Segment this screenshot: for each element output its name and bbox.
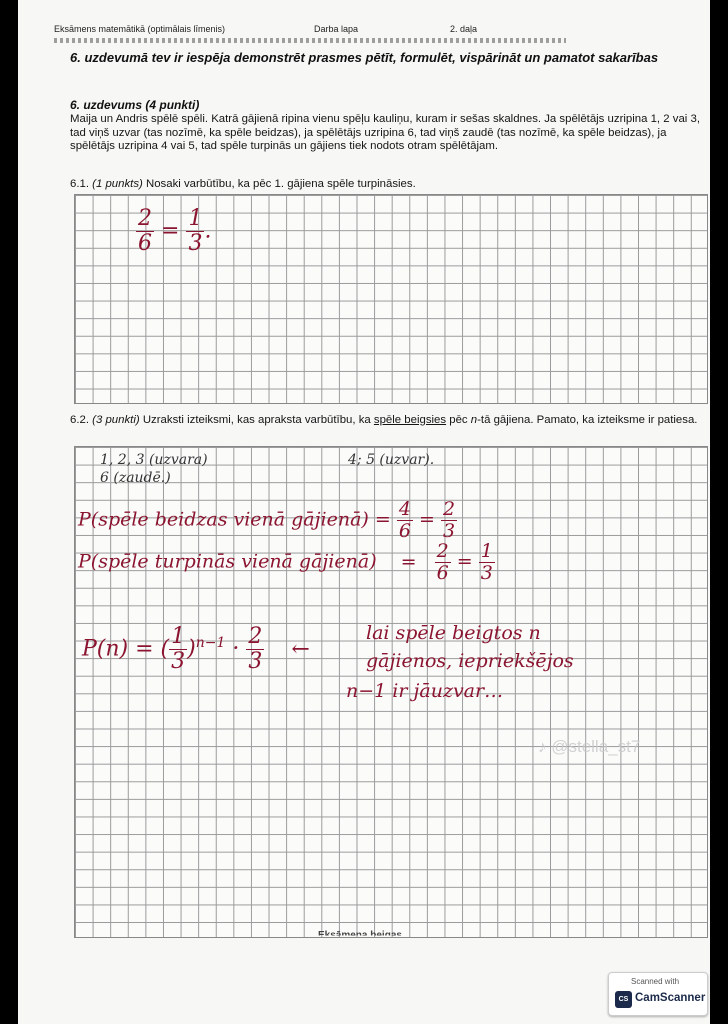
p2-text: P(spēle turpinās vienā gājienā) (78, 550, 377, 573)
badge-name: CamScanner (635, 992, 706, 1004)
camscanner-logo-icon: CS (615, 991, 632, 1008)
camscanner-badge (608, 972, 708, 1016)
p2-result: $\frac{1}{3}$ (480, 540, 493, 584)
p1-fraction: $\frac{4}{6}$ (398, 498, 411, 542)
a1-result: $\frac{1}{3}$ (188, 206, 203, 256)
f-base: $\frac{1}{3}$ (171, 624, 186, 674)
q2-number: 6.2. (70, 414, 89, 426)
header-rule (54, 38, 566, 43)
header-part: 2. daļa (450, 24, 478, 34)
a1-equals: = (161, 218, 180, 244)
note-line-2: gājienos, iepriekšējos (366, 650, 574, 672)
question-6-2: 6.2. (3 punkti) Uzraksti izteiksmi, kas apraksta varbūtību, ka spēle beigsies pēc n-tā gājiena. Pamato, ka izteiksme ir patiesa. (70, 414, 698, 426)
watermark: ♪ @stella_st7 (538, 737, 641, 756)
note-line-1: lai spēle beigtos n (366, 622, 541, 644)
p2-fraction: $\frac{2}{6}$ (436, 540, 449, 584)
question-6-1 (70, 178, 710, 192)
p1-text: P(spēle beidzas vienā gājienā) = (78, 508, 391, 531)
f-factor: $\frac{2}{3}$ (248, 624, 263, 674)
formula-line: P(n) = ( $\frac{1}{3}$ )$^{n-1}$ · $\frac{2}{3}$ ← (82, 624, 310, 674)
q1-number: 6.1. (70, 178, 89, 190)
a1-fraction: $\frac{2}{6}$ (138, 206, 152, 256)
pencil-line-1: 1, 2, 3 (uzvara) (100, 452, 208, 468)
badge-small-text: Scanned with (631, 977, 680, 986)
q1-text: Nosaki varbūtību, ka pēc 1. gājiena spēle turpināsies. (146, 178, 416, 190)
q2-points: (3 punkti) (92, 414, 140, 426)
prob-continue-line: P(spēle turpinās vienā gājienā) = $\frac{2}{6}$ = $\frac{1}{3}$ (78, 540, 493, 584)
note-line-3: n−1 ir jāuzvar… (346, 680, 504, 702)
answer-6-1: $\frac{2}{6}$ = $\frac{1}{3}$ . (138, 206, 212, 256)
arrow-icon: ← (291, 636, 310, 662)
header-exam: Eksāmens matemātikā (optimālais līmenis) (54, 24, 226, 34)
p1-result: $\frac{2}{3}$ (442, 498, 456, 542)
task-title: 6. uzdevums (4 punkti) (70, 98, 200, 112)
prob-end-line: P(spēle beidzas vienā gājienā) = $\frac{4}{6}$ = $\frac{2}{3}$ (78, 498, 456, 542)
exam-page (18, 0, 710, 1024)
q2-underlined: spēle beigsies (373, 414, 447, 426)
pencil-line-2: 6 (zaudē.) (100, 470, 171, 486)
task-text: Maija un Andris spēlē spēli. Katrā gājienā ripina vienu spēļu kauliņu, kuram ir sešas skaldnes. Ja spēlētājs uzripina 1, 2 vai 3, tad viņš uzvar (tas nozīmē, ka spēle beidzas), ja spēlētājs uzripina 6, tad viņš zaudē (tas nozīmē, ka spēle beidzas), ja spēlētājs uzripina 4 vai 5, tad spēle turpinās un gājiens tiek nodots otram spēlētājam. (70, 113, 700, 152)
section-title: 6. uzdevumā tev ir iespēja demonstrēt prasmes pētīt, formulēt, vispārināt un pamatot sakarības (70, 50, 659, 65)
q1-points: (1 punkts) (92, 178, 143, 190)
f-exponent: n−1 (195, 635, 226, 652)
pencil-line-3: 4; 5 (uzvar). (348, 452, 435, 468)
header-sheet: Darba lapa (314, 24, 359, 34)
